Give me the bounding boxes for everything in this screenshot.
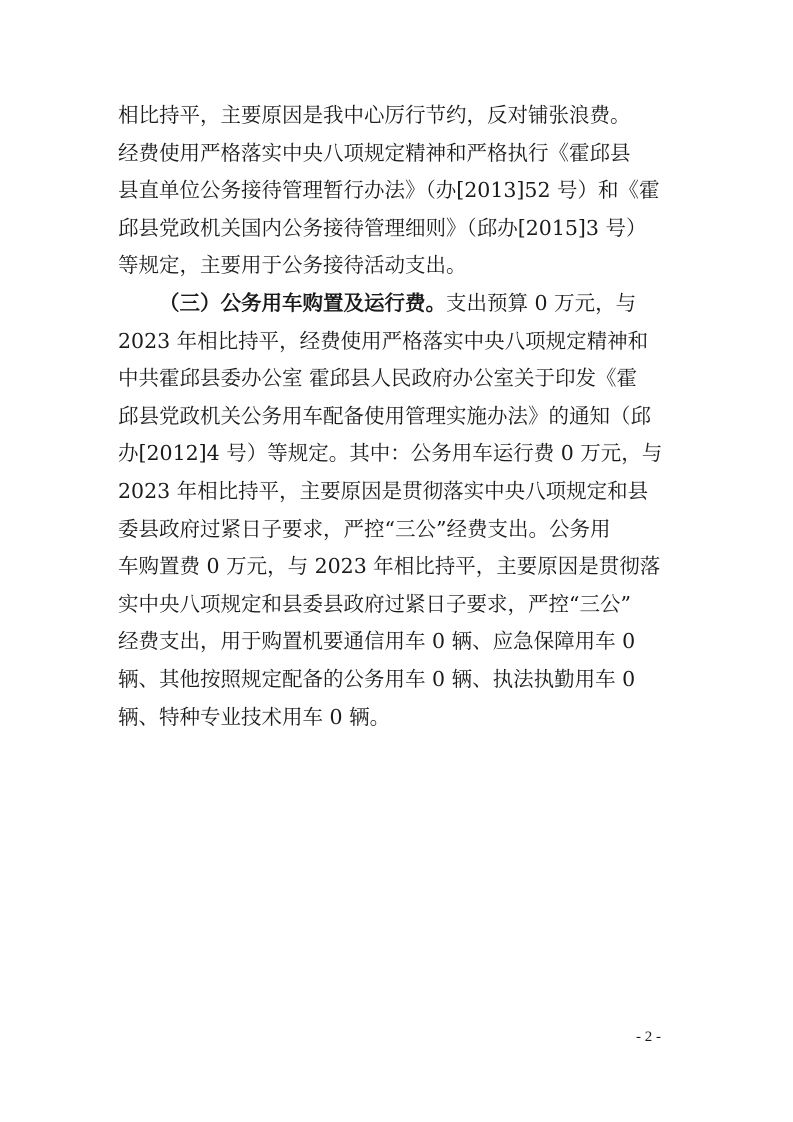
text-line: 辆、特种专业技术用车 0 辆。 <box>118 704 391 729</box>
text-line: 办[2012]4 号）等规定。其中：公务用车运行费 0 万元，与 <box>118 441 663 466</box>
text-line: 中共霍邱县委办公室 霍邱县人民政府办公室关于印发《霍 <box>118 366 638 391</box>
section-heading-line <box>118 285 688 323</box>
text-line: 2023 年相比持平，主要原因是贯彻落实中央八项规定和县 <box>118 478 649 503</box>
text-line: 经费使用严格落实中央八项规定精神和严格执行《霍邱县 <box>118 140 631 165</box>
section-heading: （三）公务用车购置及运行费。 <box>159 290 446 315</box>
text-line: 车购置费 0 万元，与 2023 年相比持平，主要原因是贯彻落 <box>118 554 661 579</box>
text-line: 相比持平，主要原因是我中心厉行节约，反对铺张浪费。 <box>118 103 631 127</box>
text-line: 辆、其他按照规定配备的公务用车 0 辆、执法执勤用车 0 <box>118 666 636 691</box>
text-line: 等规定，主要用于公务接待活动支出。 <box>118 253 467 278</box>
text-line: 委县政府过紧日子要求，严控“三公”经费支出。公务用 <box>118 516 611 541</box>
document-body <box>118 97 688 736</box>
text-line: 邱县党政机关公务用车配备使用管理实施办法》的通知（邱 <box>118 403 651 428</box>
page-number: - 2 - <box>636 1029 661 1045</box>
text-line: 经费支出，用于购置机要通信用车 0 辆、应急保障用车 0 <box>118 629 636 654</box>
text-line: 邱县党政机关国内公务接待管理细则》（邱办[2015]3 号） <box>118 215 647 240</box>
text-line: 实中央八项规定和县委县政府过紧日子要求，严控“三公” <box>118 591 631 616</box>
text-line: 县直单位公务接待管理暂行办法》（办[2013]52 号）和《霍 <box>118 178 660 203</box>
text-span: 支出预算 0 万元，与 <box>446 290 637 315</box>
text-line: 2023 年相比持平，经费使用严格落实中央八项规定精神和 <box>118 328 649 353</box>
